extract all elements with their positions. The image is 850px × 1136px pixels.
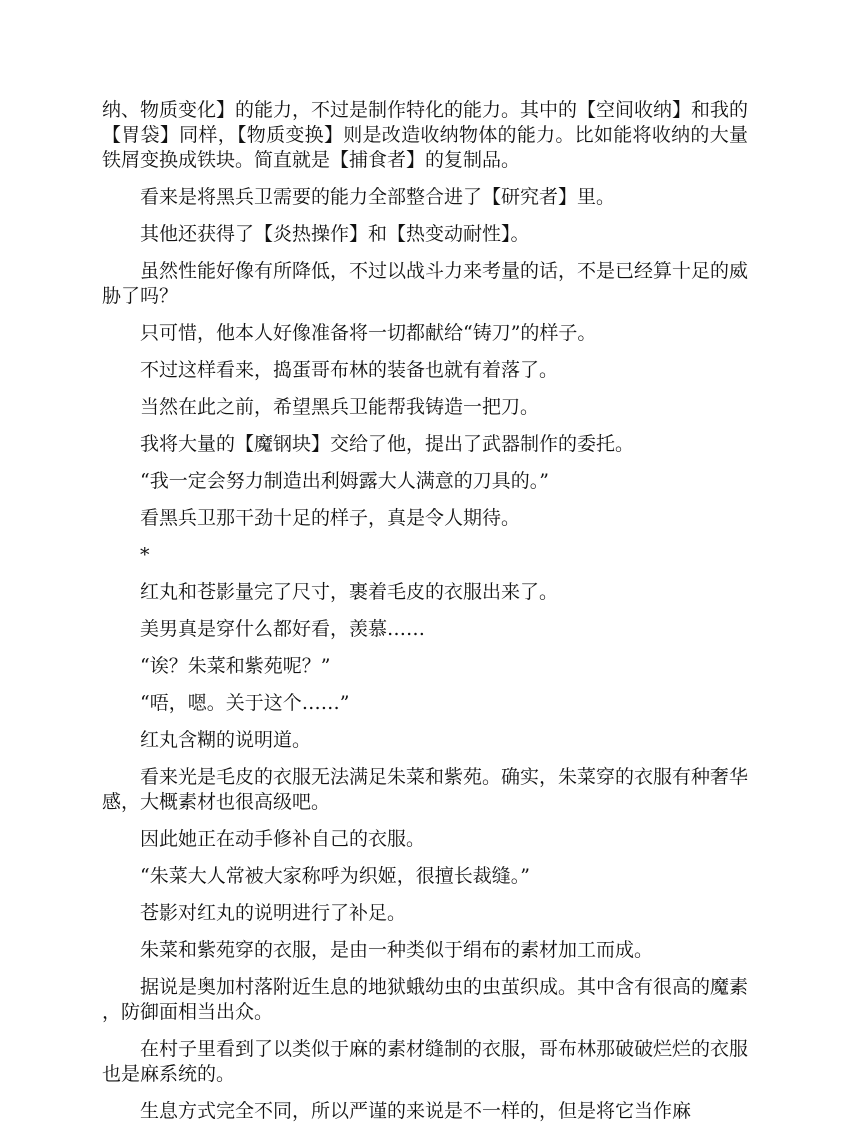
paragraph: 当然在此之前，希望黑兵卫能帮我铸造一把刀。 [140,396,540,418]
paragraph: 生息方式完全不同，所以严谨的来说是不一样的，但是将它当作麻 [140,1100,692,1122]
paragraph: 纳、物质变化】的能力，不过是制作特化的能力。其中的【空间收纳】和我的【胃袋】同样，【物质变换】则是改造收纳物体的能力。比如能将收纳的大量铁屑变换成铁块。简直就是【捕食者】的复制品。 [102,99,749,171]
paragraph: 不过这样看来，捣蛋哥布林的装备也就有着落了。 [140,359,559,381]
paragraph: “朱菜大人常被大家称呼为织姬，很擅长裁缝。” [140,865,530,887]
paragraph: 其他还获得了【炎热操作】和【热变动耐性】。 [140,223,530,245]
paragraph: 虽然性能好像有所降低，不过以战斗力来考量的话，不是已经算十足的威胁了吗？ [102,260,749,307]
text-body [102,98,748,1136]
paragraph: “我一定会努力制造出利姆露大人满意的刀具的。” [140,470,549,492]
scene-break: * [140,544,150,566]
paragraph: 看来是将黑兵卫需要的能力全部整合进了【研究者】里。 [140,186,616,208]
paragraph: 因此她正在动手修补自己的衣服。 [140,828,426,850]
paragraph: 红丸和苍影量完了尺寸，裹着毛皮的衣服出来了。 [140,581,559,603]
paragraph: “诶？朱菜和紫苑呢？” [140,655,331,677]
paragraph: 在村子里看到了以类似于麻的素材缝制的衣服，哥布林那破破烂烂的衣服也是麻系统的。 [102,1038,749,1085]
paragraph: 看来光是毛皮的衣服无法满足朱菜和紫苑。确实，朱菜穿的衣服有种奢华感，大概素材也很高级吧。 [102,766,749,813]
paragraph: 朱菜和紫苑穿的衣服，是由一种类似于绢布的素材加工而成。 [140,939,654,961]
paragraph: 看黑兵卫那干劲十足的样子，真是令人期待。 [140,507,521,529]
paragraph: 只可惜，他本人好像准备将一切都献给“铸刀”的样子。 [140,322,597,344]
paragraph: 红丸含糊的说明道。 [140,729,312,751]
paragraph: 美男真是穿什么都好看，羡慕…… [140,618,426,640]
paragraph: 我将大量的【魔钢块】交给了他，提出了武器制作的委托。 [140,433,635,455]
paragraph: “唔，嗯。关于这个……” [140,692,350,714]
paragraph: 苍影对红丸的说明进行了补足。 [140,902,407,924]
paragraph: 据说是奥加村落附近生息的地狱蛾幼虫的虫茧织成。其中含有很高的魔素，防御面相当出众。 [102,976,749,1023]
